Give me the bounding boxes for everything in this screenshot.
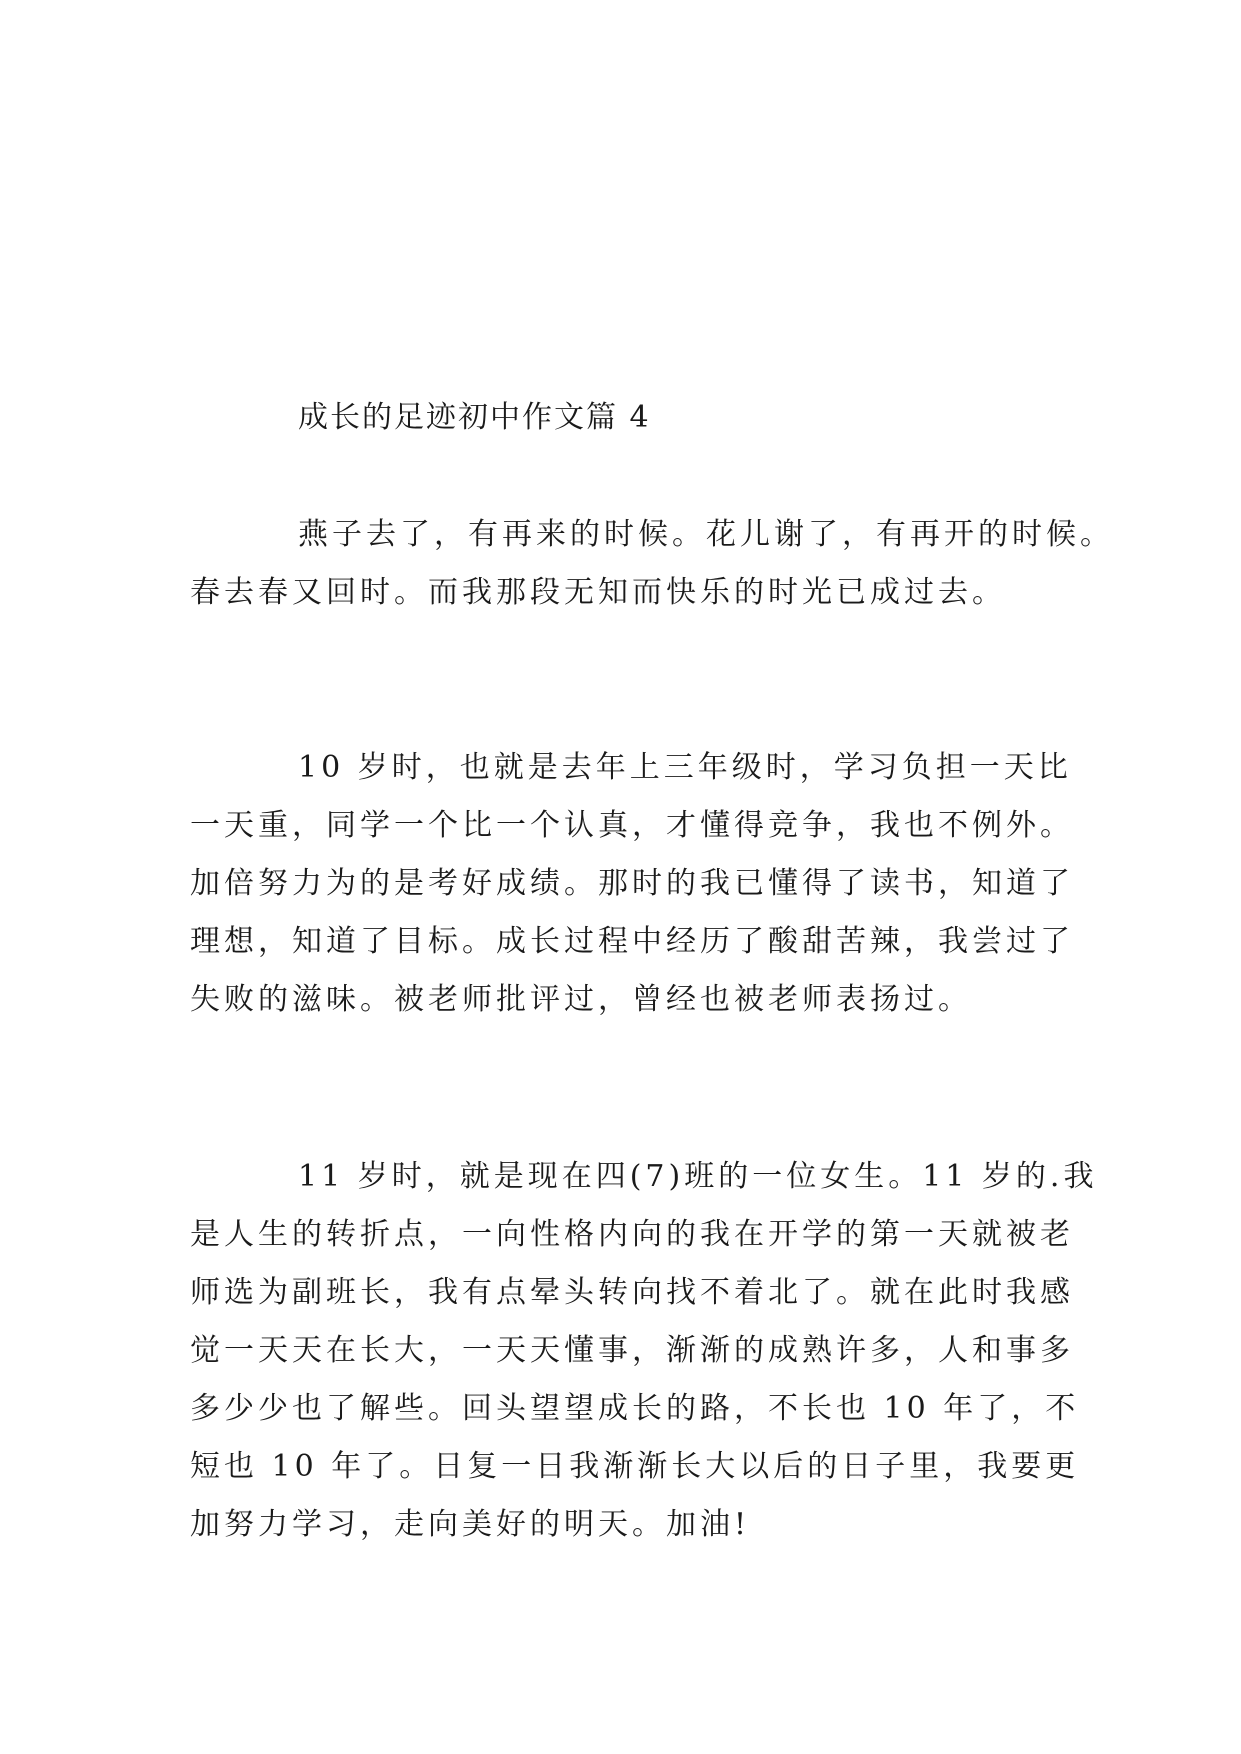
paragraph-line: 失败的滋味。被老师批评过，曾经也被老师表扬过。 xyxy=(190,982,972,1017)
paragraph-line: 11 岁时，就是现在四(7)班的一位女生。11 岁的.我 xyxy=(298,1159,1098,1194)
paragraph-1 xyxy=(190,506,1114,622)
paragraph-line: 师选为副班长，我有点晕头转向找不着北了。就在此时我感 xyxy=(190,1275,1074,1310)
paragraph-line: 一天重，同学一个比一个认真，才懂得竞争，我也不例外。 xyxy=(190,808,1074,843)
paragraph-3 xyxy=(190,1148,1098,1554)
paragraph-line: 10 岁时，也就是去年上三年级时，学习负担一天比 xyxy=(298,750,1072,785)
paragraph-line: 短也 10 年了。日复一日我渐渐长大以后的日子里，我要更 xyxy=(190,1449,1080,1484)
essay-title: 成长的足迹初中作文篇 4 xyxy=(298,400,651,435)
paragraph-line: 多少少也了解些。回头望望成长的路，不长也 10 年了，不 xyxy=(190,1391,1080,1426)
paragraph-line: 加倍努力为的是考好成绩。那时的我已懂得了读书，知道了 xyxy=(190,866,1074,901)
paragraph-line: 理想，知道了目标。成长过程中经历了酸甜苦辣，我尝过了 xyxy=(190,924,1074,959)
paragraph-line: 燕子去了，有再来的时候。花儿谢了，有再开的时候。 xyxy=(298,517,1114,552)
paragraph-line: 是人生的转折点，一向性格内向的我在开学的第一天就被老 xyxy=(190,1217,1074,1252)
paragraph-line: 春去春又回时。而我那段无知而快乐的时光已成过去。 xyxy=(190,575,1006,610)
paragraph-2 xyxy=(190,739,1074,1029)
paragraph-line: 加努力学习，走向美好的明天。加油! xyxy=(190,1507,751,1542)
paragraph-line: 觉一天天在长大，一天天懂事，渐渐的成熟许多，人和事多 xyxy=(190,1333,1074,1368)
